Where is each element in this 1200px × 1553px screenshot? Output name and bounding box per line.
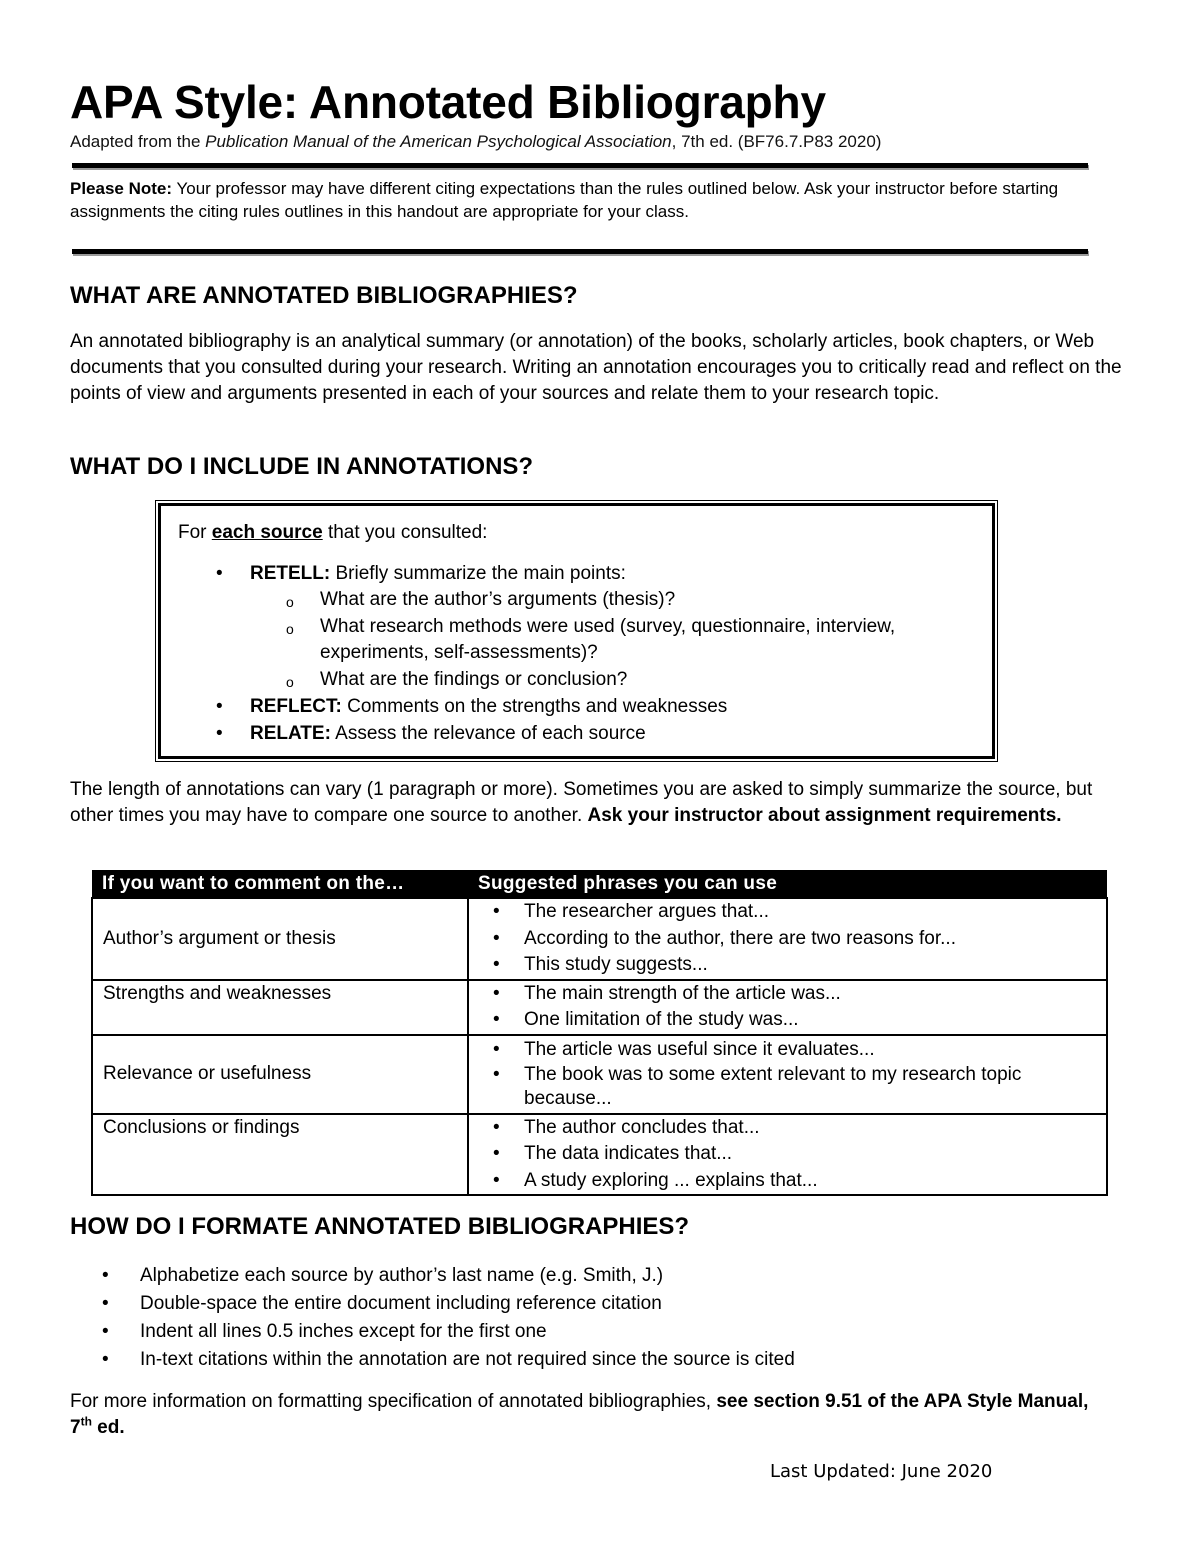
bullet-icon: • [216,696,223,717]
sub-bullet-text: What are the findings or conclusion? [320,668,628,690]
table-cell-topic: Strengths and weaknesses [92,980,468,1035]
bullet-icon: • [493,1169,500,1191]
bullet-icon: • [102,1321,109,1342]
note-text: Your professor may have different citing expectations than the rules outlined below. Ask your instructor before starting assignments the citing rules outlines in this handout are appropriate for your class. [70,179,1059,221]
reflect-text: Comments on the strengths and weaknesses [341,696,728,717]
list-item [479,899,1096,926]
last-updated: Last Updated: June 2020 [770,1461,993,1482]
subtitle-suffix: , 7th ed. (BF76.7.P83 2020) [671,132,882,151]
format-rule-text: Double-space the entire document including reference citation [140,1293,662,1314]
annotation-contents-box [158,503,995,759]
circle-bullet-icon: o [286,620,294,637]
phrase-text: The book was to some extent relevant to my research topic because... [524,1064,1022,1110]
bullet-icon: • [102,1265,109,1286]
bullet-icon: • [493,927,500,949]
table-cell-topic: Conclusions or findings [92,1114,468,1196]
superscript-th: th [80,1414,92,1429]
list-item [70,1262,795,1290]
list-item [479,1037,1096,1064]
bullet-icon: • [493,901,500,922]
bullet-icon: • [493,954,500,975]
retell-label: RETELL: [250,563,331,584]
list-item [479,1141,1096,1168]
bullet-icon: • [493,1038,500,1060]
bullet-icon: • [102,1349,109,1370]
second-divider [72,249,1088,254]
format-rule-text: Alphabetize each source by author’s last name (e.g. Smith, J.) [140,1265,664,1286]
retell-text: Briefly summarize the main points: [330,563,626,584]
list-item [250,667,978,694]
relate-label: RELATE: [250,723,331,744]
table-cell-topic: Author’s argument or thesis [92,898,468,980]
table-cell-phrases [468,898,1107,980]
more-info-emphasis: see section 9.51 of the APA Style Manual, 7 [70,1391,1089,1438]
subtitle-source: Publication Manual of the American Psychological Association [205,132,672,151]
reflect-label: REFLECT: [250,696,342,717]
heading-how-format: HOW DO I FORMATE ANNOTATED BIBLIOGRAPHIES? [70,1213,690,1240]
bullet-icon: • [493,1143,500,1164]
format-rule-text: Indent all lines 0.5 inches except for the first one [140,1321,547,1342]
circle-bullet-icon: o [286,673,294,690]
heading-what-include: WHAT DO I INCLUDE IN ANNOTATIONS? [70,453,534,480]
table-cell-topic: Relevance or usefulness [92,1035,468,1114]
format-bullet-list [70,1262,795,1374]
phrase-text: The data indicates that... [524,1143,733,1164]
retell-sub-list [250,587,978,693]
bullet-icon: • [216,563,223,584]
table-row [92,1114,1107,1196]
bullet-icon: • [102,1293,109,1314]
table-row [92,1035,1107,1114]
list-item [178,693,978,720]
circle-bullet-icon: o [286,594,294,610]
sub-bullet-text: What are the author’s arguments (thesis)? [320,589,676,610]
list-item [479,1007,1096,1034]
list-item [479,952,1096,979]
phrase-text: The author concludes that... [524,1116,760,1138]
phrase-text: A study exploring ... explains that... [524,1169,818,1191]
length-emphasis: Ask your instructor about assignment requirements. [587,805,1062,826]
list-item [178,720,978,747]
list-item [479,926,1096,953]
relate-text: Assess the relevance of each source [330,723,646,744]
more-info-paragraph [70,1389,1110,1441]
please-note [70,177,1100,223]
more-info-end: ed. [91,1417,125,1438]
bullet-icon: • [493,982,500,1004]
box-bullet-list [178,560,978,747]
phrase-text: The main strength of the article was... [524,982,841,1004]
table-cell-phrases [468,1035,1107,1114]
bullet-icon: • [493,1064,500,1086]
box-intro-emphasis: each source [211,522,323,543]
list-item [479,1115,1096,1142]
top-divider [72,163,1088,168]
format-rule-text: In-text citations within the annotation are not required since the source is cited [140,1349,795,1370]
table-cell-phrases [468,980,1107,1035]
table-row [92,898,1107,980]
box-intro-suffix: that you consulted: [322,522,488,543]
phrase-text: The article was useful since it evaluates... [524,1038,875,1060]
note-label: Please Note: [70,179,173,198]
table-row [92,980,1107,1035]
table-cell-phrases [468,1114,1107,1196]
bullet-icon: • [493,1116,500,1138]
length-text: The length of annotations can vary (1 paragraph or more). Sometimes you are asked to simply summarize the source, but other times you may have to compare one source to another. [70,779,1093,826]
list-item [178,560,978,693]
bullet-icon: • [216,723,223,744]
column-header: Suggested phrases you can use [468,870,1107,898]
page-title: APA Style: Annotated Bibliography [70,76,826,128]
list-item [479,981,1096,1008]
list-item [250,614,978,667]
bullet-icon: • [493,1009,500,1030]
table-header-row [92,870,1107,898]
list-item [479,1168,1096,1195]
phrase-text: According to the author, there are two reasons for... [524,927,956,949]
phrase-text: The researcher argues that... [524,901,770,922]
subtitle-prefix: Adapted from the [70,132,206,151]
suggested-phrases-table [91,870,1108,1196]
column-header: If you want to comment on the… [92,870,468,898]
subtitle [70,131,881,153]
box-intro-prefix: For [178,522,212,543]
sub-bullet-text: What research methods were used (survey, questionnaire, interview, experiments, self-assessments)? [320,615,896,663]
phrase-text: This study suggests... [524,954,708,975]
list-item [250,587,978,614]
heading-what-are: WHAT ARE ANNOTATED BIBLIOGRAPHIES? [70,282,578,309]
list-item [70,1318,795,1346]
more-info-text: For more information on formatting specification of annotated bibliographies, [70,1391,717,1412]
definition-paragraph: An annotated bibliography is an analytical summary (or annotation) of the books, scholarly articles, book chapters, or Web documents that you consulted during your research. Writing an annotation encourages you to critically read and reflect on the points of view and arguments presented in each of your sources and relate them to your research topic. [70,331,1122,404]
box-intro [178,520,978,546]
phrase-text: One limitation of the study was... [524,1009,799,1030]
length-paragraph [70,777,1130,829]
list-item [479,1063,1096,1111]
list-item [70,1346,795,1374]
list-item [70,1290,795,1318]
